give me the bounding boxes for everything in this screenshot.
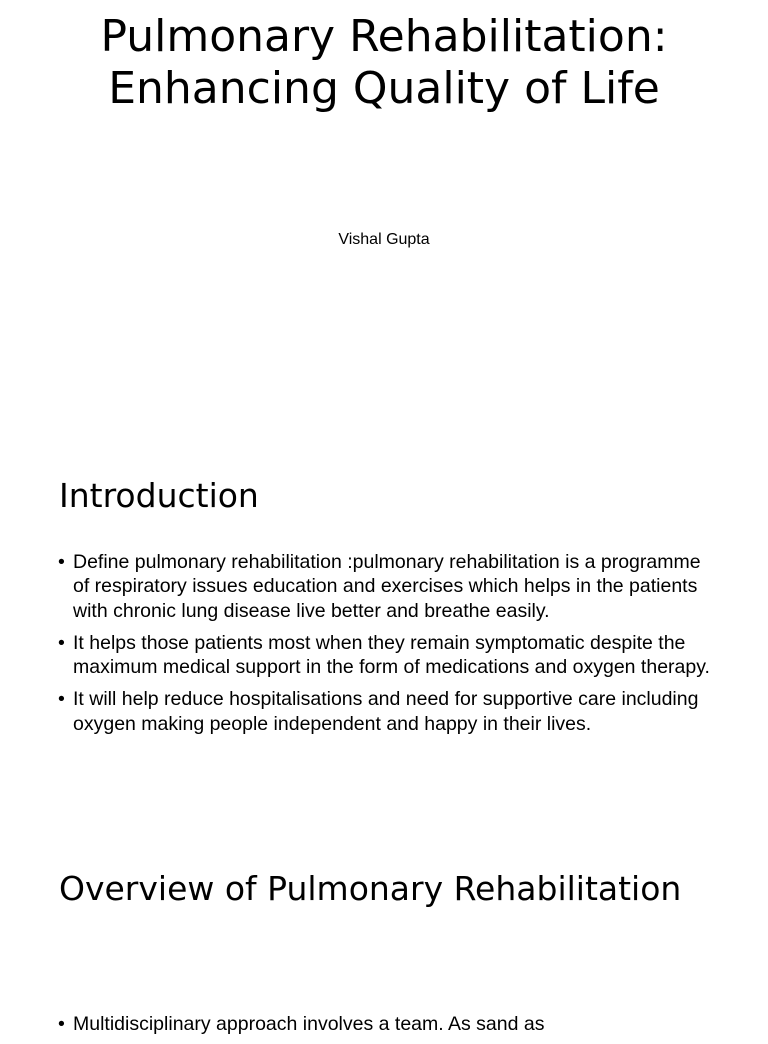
bullet-text: It will help reduce hospitalisations and need for supportive care including oxygen making people independent and happy in their lives.	[73, 688, 699, 735]
bullet-icon: •	[58, 688, 65, 711]
title-slide	[0, 0, 768, 432]
introduction-slide	[0, 432, 768, 864]
bullet-item	[58, 687, 718, 736]
author-name: Vishal Gupta	[338, 231, 430, 248]
bullet-icon: •	[58, 1013, 65, 1035]
bullet-icon: •	[58, 551, 65, 573]
presentation-title: Pulmonary Rehabilitation: Enhancing Quality of Life	[100, 11, 668, 114]
overview-heading: Overview of Pulmonary Rehabilitation	[59, 869, 682, 908]
bullet-text: Define pulmonary rehabilitation :pulmonary rehabilitation is a programme of respiratory issues education and exercises which helps in the patients with chronic lung disease live better and breathe easily.	[73, 551, 701, 622]
bullet-item	[58, 550, 718, 623]
bullet-text: It helps those patients most when they remain symptomatic despite the maximum medical support in the form of medications and oxygen therapy.	[73, 631, 710, 679]
bullet-item	[58, 1012, 718, 1036]
overview-slide	[0, 864, 768, 1035]
introduction-bullet-list	[58, 550, 718, 744]
bullet-item	[58, 631, 718, 680]
overview-bullet-list	[58, 1012, 718, 1044]
bullet-icon: •	[58, 631, 65, 654]
introduction-heading: Introduction	[59, 476, 259, 515]
bullet-text: Multidisciplinary approach involves a team. As sand as	[73, 1013, 545, 1035]
